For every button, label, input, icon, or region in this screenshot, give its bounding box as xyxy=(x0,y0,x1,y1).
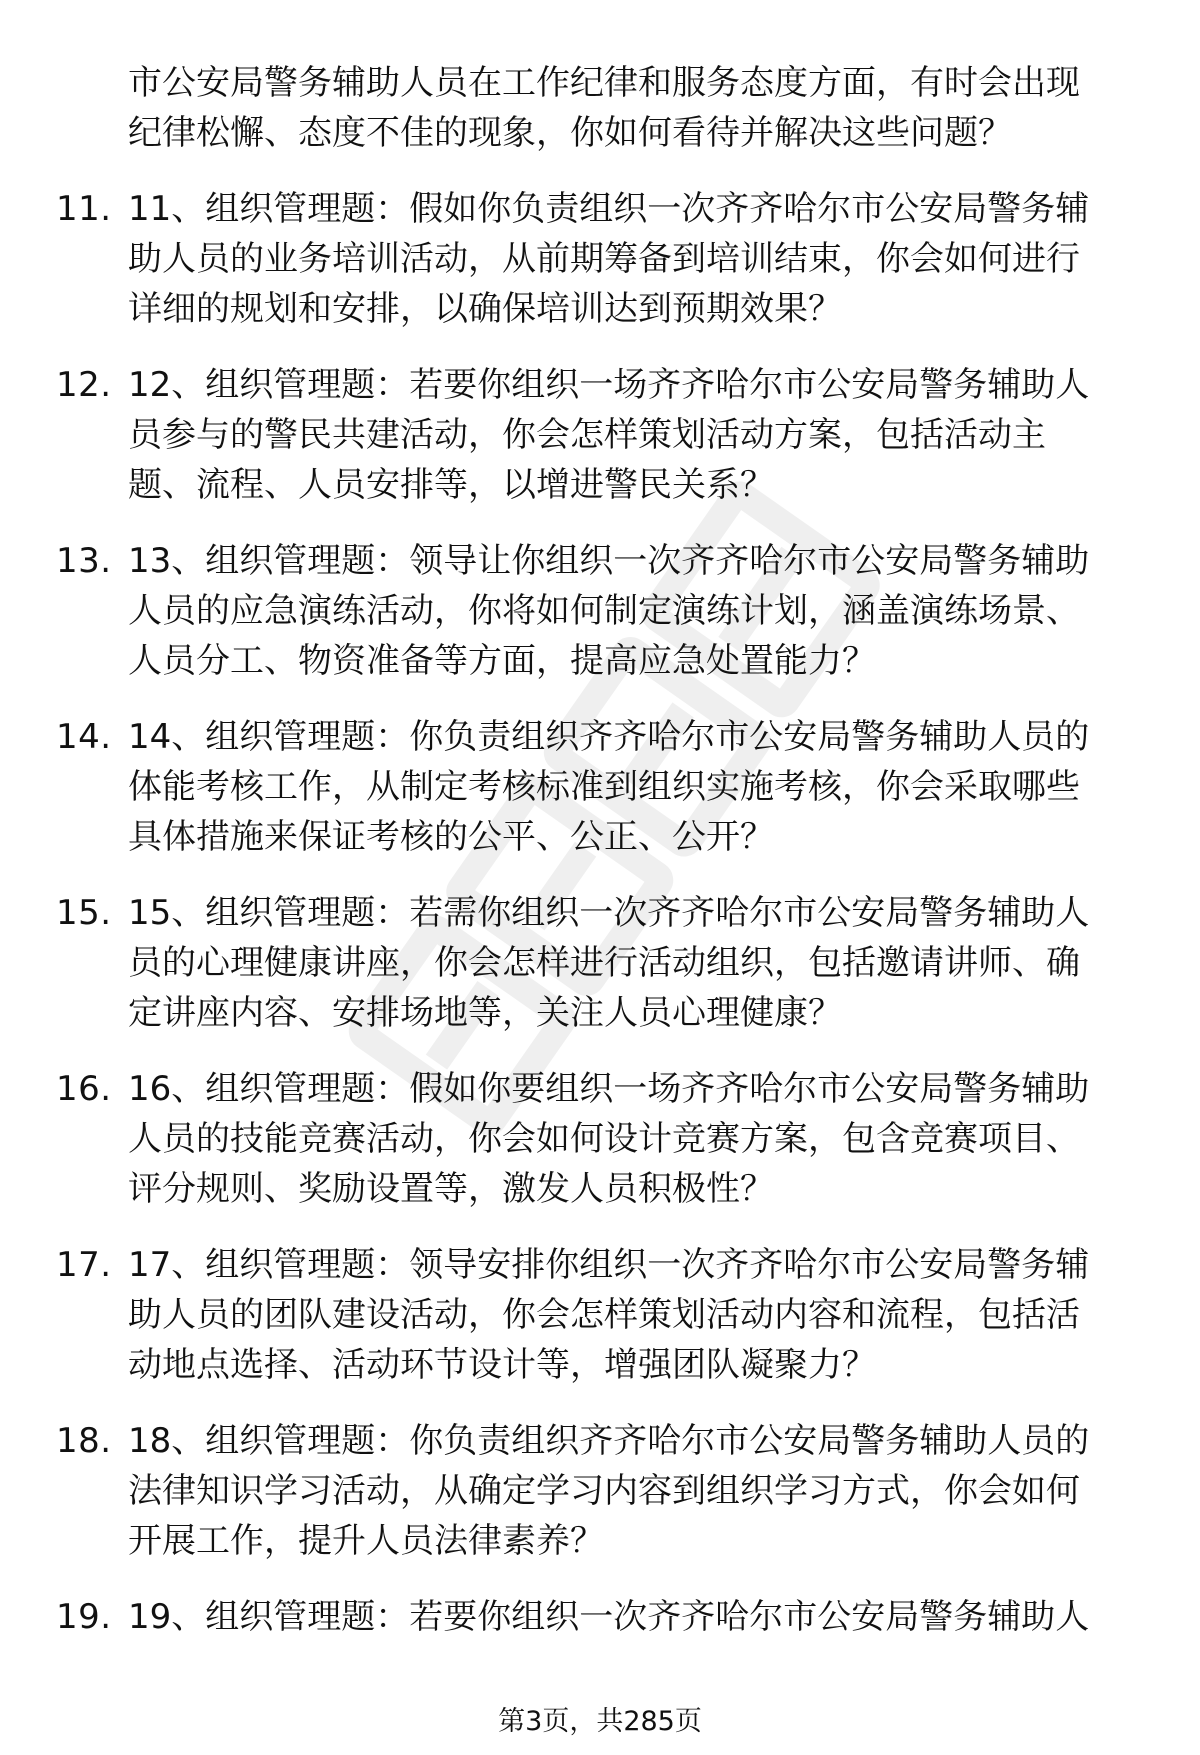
item-text: 18、组织管理题：你负责组织齐齐哈尔市公安局警务辅助人员的 法律知识学习活动，从确定学习内容到组织学习方式，你会如何 开展工作，提升人员法律素养？ xyxy=(128,1421,1090,1561)
list-item xyxy=(0,1240,1200,1390)
list-item xyxy=(0,360,1200,510)
item-number: 13. xyxy=(56,541,112,581)
item-text: 12、组织管理题：若要你组织一场齐齐哈尔市公安局警务辅助人 员参与的警民共建活动，你会怎样策划活动方案，包括活动主 题、流程、人员安排等，以增进警民关系？ xyxy=(128,365,1090,505)
list-item xyxy=(0,184,1200,334)
list-item xyxy=(0,888,1200,1038)
item-text: 13、组织管理题：领导让你组织一次齐齐哈尔市公安局警务辅助 人员的应急演练活动，你将如何制定演练计划，涵盖演练场景、 人员分工、物资准备等方面，提高应急处置能力？ xyxy=(128,541,1090,681)
item-number: 17. xyxy=(56,1245,112,1285)
list-item xyxy=(0,712,1200,862)
item-number: 15. xyxy=(56,893,112,933)
item-text: 19、组织管理题：若要你组织一次齐齐哈尔市公安局警务辅助人 xyxy=(128,1597,1090,1637)
list-item xyxy=(0,536,1200,686)
item-number: 12. xyxy=(56,365,112,405)
item-number: 18. xyxy=(56,1421,112,1461)
page-footer: 第3页，共285页 xyxy=(498,1706,702,1737)
item-number: 11. xyxy=(56,189,112,229)
item-number: 19. xyxy=(56,1597,112,1637)
item-number: 14. xyxy=(56,717,112,757)
item-text: 15、组织管理题：若需你组织一次齐齐哈尔市公安局警务辅助人 员的心理健康讲座，你会怎样进行活动组织，包括邀请讲师、确 定讲座内容、安排场地等，关注人员心理健康？ xyxy=(128,893,1090,1033)
item-number: 16. xyxy=(56,1069,112,1109)
continuation-paragraph xyxy=(0,58,1200,158)
list-item xyxy=(0,1416,1200,1566)
list-item xyxy=(0,1064,1200,1214)
item-text: 16、组织管理题：假如你要组织一场齐齐哈尔市公安局警务辅助 人员的技能竞赛活动，你会如何设计竞赛方案，包含竞赛项目、 评分规则、奖励设置等，激发人员积极性？ xyxy=(128,1069,1090,1209)
list-item xyxy=(0,1592,1200,1642)
continuation-text: 市公安局警务辅助人员在工作纪律和服务态度方面，有时会出现 纪律松懈、态度不佳的现象，你如何看待并解决这些问题？ xyxy=(128,63,1080,153)
item-text: 14、组织管理题：你负责组织齐齐哈尔市公安局警务辅助人员的 体能考核工作，从制定考核标准到组织实施考核，你会采取哪些 具体措施来保证考核的公平、公正、公开？ xyxy=(128,717,1090,857)
question-list xyxy=(0,58,1200,1668)
item-text: 17、组织管理题：领导安排你组织一次齐齐哈尔市公安局警务辅 助人员的团队建设活动，你会怎样策划活动内容和流程，包括活 动地点选择、活动环节设计等，增强团队凝聚力？ xyxy=(128,1245,1090,1385)
item-text: 11、组织管理题：假如你负责组织一次齐齐哈尔市公安局警务辅 助人员的业务培训活动，从前期筹备到培训结束，你会如何进行 详细的规划和安排，以确保培训达到预期效果？ xyxy=(128,189,1090,329)
